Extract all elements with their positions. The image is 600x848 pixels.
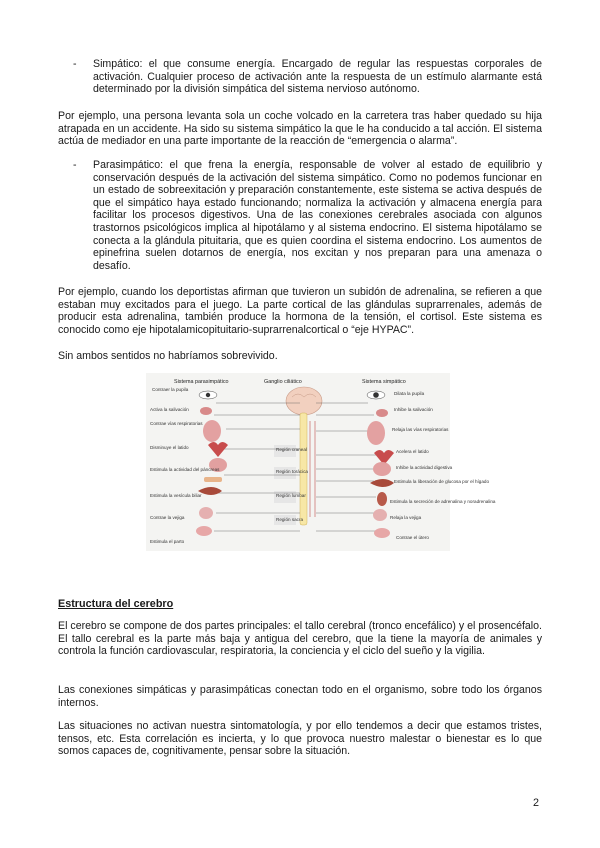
paragraph-example-1: Por ejemplo, una persona levanta sola un coche volcado en la carretera tras haber quedado su hija atrapada en un accidente. Ha sido su sistema simpático la que le ha conducido a tal acción. El sistema actúa de mediador en una parte importante de la reacción de “emergencia o alarma”. — [58, 110, 542, 148]
figure-center-title: Ganglio ciliático — [264, 379, 302, 385]
figure-right-label: Estimula la liberación de glucosa por el hígado — [394, 479, 489, 484]
figure-left-label: Activa la salivación — [150, 407, 189, 412]
lungs-icon — [203, 420, 221, 442]
figure-right-label: Inhibe la salivación — [394, 407, 433, 412]
autonomic-nervous-system-figure — [146, 373, 496, 551]
eye-icon — [367, 391, 385, 399]
figure-left-label: Contrae vías respiratorias — [150, 421, 203, 426]
paragraph-situaciones: Las situaciones no activan nuestra sintomatología, y por ello tendemos a decir que estamos tristes, tensos, etc. Esta correlación es incierta, y lo que provoca nuestro malestar o bienestar es lo que somos capaces de, cognitivamente, pensar sobre la situación. — [58, 720, 542, 758]
pancreas-icon — [204, 477, 222, 482]
eye-icon — [199, 391, 217, 399]
bullet-marker: - — [73, 159, 77, 171]
figure-right-label: Dilata la pupila — [394, 391, 425, 396]
uterus-icon — [196, 526, 212, 536]
uterus-icon — [374, 528, 390, 538]
region-label: Región lumbar — [276, 493, 306, 498]
figure-left-label: Disminuye el latido — [150, 445, 189, 450]
figure-left-label: Estimula el parto — [150, 539, 185, 544]
page-number: 2 — [533, 797, 540, 809]
bullet-marker: - — [73, 58, 77, 70]
paragraph-example-2: Por ejemplo, cuando los deportistas afirman que tuvieron un subidón de adrenalina, se refieren a que estaban muy excitados para el juego. La parte cortical de las glándulas suprarrenales, además de producir esta adrenalina, también produce la hormona de la tensión, el cortisol. Este sistema es conocido como eje hipotalamicopituitario-suprarrenalcortical o “eje HYPAC”. — [58, 286, 542, 336]
paragraph-simpatico: Simpático: el que consume energía. Encargado de regular las respuestas corporales de activación. Cualquier proceso de activación ante la respuesta de un estímulo alarmante está determinado por la división simpática del sistema nervioso autónomo. — [93, 58, 542, 96]
figure-right-label: Inhibe la actividad digestiva — [396, 465, 453, 470]
figure-right-title: Sistema simpático — [362, 379, 406, 385]
figure-left-label: Contrae la vejiga — [150, 515, 185, 520]
figure-right-label: Relaja las vías respiratorias — [392, 427, 449, 432]
salivary-gland-icon — [200, 407, 212, 415]
bladder-icon — [373, 509, 387, 521]
figure-right-label: Relaja la vejiga — [390, 515, 422, 520]
kidney-icon — [377, 492, 387, 506]
region-label: Región torácica — [276, 469, 308, 474]
figure-right-label: Contrae el útero — [396, 535, 429, 540]
figure-left-title: Sistema parasimpático — [174, 379, 229, 385]
stomach-icon — [373, 462, 391, 476]
figure-right-label: Estimula la secreción de adrenalina y noradrenalina — [390, 499, 496, 504]
figure-left-label: Contraer la pupila — [152, 387, 189, 392]
paragraph-cerebro: El cerebro se compone de dos partes principales: el tallo cerebral (tronco encefálico) y el prosencéfalo. El tallo cerebral es la parte más baja y antigua del cerebro, que la tiene la mayoría de animales y controla la función cardiovascular, respiratoria, la conciencia y el ciclo del sueño y la vigilia. — [58, 620, 542, 658]
paragraph-parasimpatico: Parasimpático: el que frena la energía, responsable de volver al estado de equilibrio y conservación después de la activación del sistema simpático. Como no podemos funcionar en un estado de sobreexitación y preparación constantemente, este sistema se activa después de que el simpático haya estado funcionando; normaliza la activación y almacena energía para facilitar los procesos digestivos. Una de las conexiones cerebrales asociada con algunos trastornos psicológicos implica al hipotálamo y al sistema endocrino. El sistema hipotálamo se conecta a la glándula pituitaria, que es quien coordina el sistema endocrino. Los aumentos de epinefrina suelen dotarnos de energía, nos excitan y nos preparan para una amenaza o desafío. — [93, 159, 542, 272]
figure-left-label: Estimula la actividad del páncreas — [150, 467, 220, 472]
lungs-icon — [367, 421, 385, 445]
figure-right-label: Acelera el latido — [396, 449, 429, 454]
region-label: Región sacra — [276, 517, 304, 522]
paragraph-sin-ambos: Sin ambos sentidos no habríamos sobrevivido. — [58, 350, 278, 362]
salivary-gland-icon — [376, 409, 388, 417]
bladder-icon — [199, 507, 213, 519]
section-heading: Estructura del cerebro — [58, 598, 174, 610]
paragraph-conexiones: Las conexiones simpáticas y parasimpáticas conectan todo en el organismo, sobre todo los órganos internos. — [58, 684, 542, 709]
brain-icon — [286, 387, 322, 415]
figure-left-label: Estimula la vesícula biliar — [150, 493, 202, 498]
region-label: Región craneal — [276, 447, 307, 452]
